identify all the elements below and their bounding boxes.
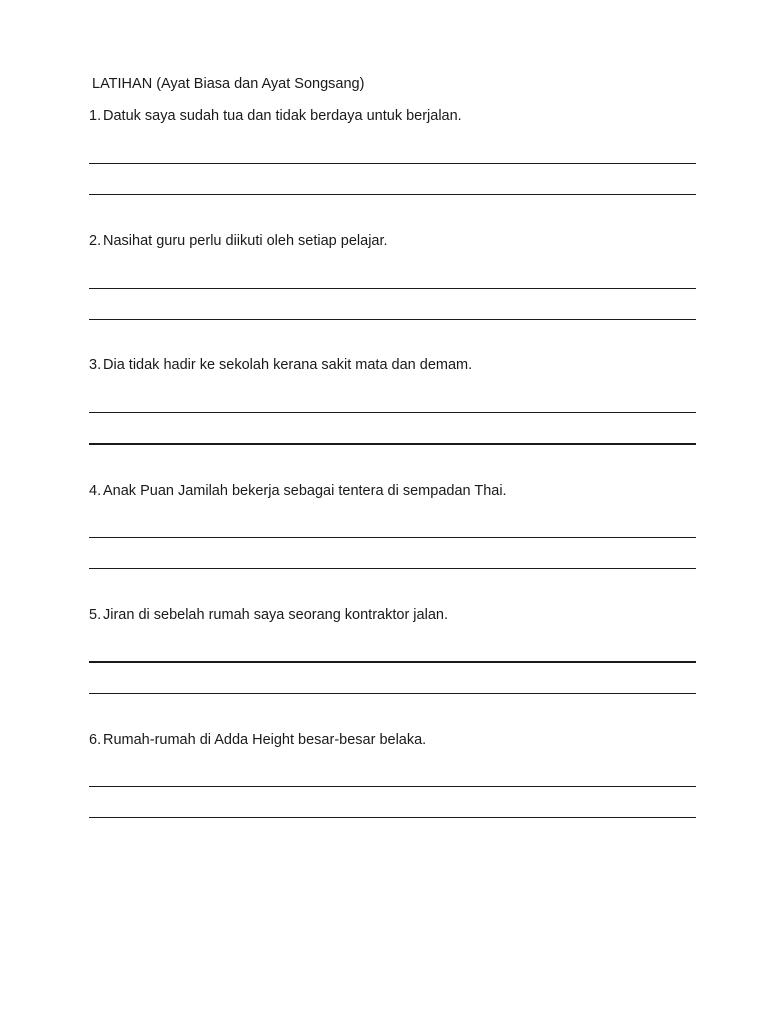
answer-line-5a[interactable] — [89, 661, 696, 663]
answer-line-1a[interactable] — [89, 163, 696, 164]
question-text: Nasihat guru perlu diikuti oleh setiap pelajar. — [103, 233, 388, 249]
worksheet-title: LATIHAN (Ayat Biasa dan Ayat Songsang) — [92, 76, 365, 92]
answer-line-6b[interactable] — [89, 817, 696, 818]
question-number: 2. — [89, 233, 102, 249]
question-number: 3. — [89, 357, 102, 373]
answer-line-3a[interactable] — [89, 412, 696, 413]
question-6 — [89, 732, 426, 748]
question-2 — [89, 233, 388, 249]
question-text: Datuk saya sudah tua dan tidak berdaya untuk berjalan. — [103, 108, 462, 124]
question-4 — [89, 483, 507, 499]
question-5 — [89, 607, 448, 623]
question-text: Anak Puan Jamilah bekerja sebagai tentera di sempadan Thai. — [103, 483, 507, 499]
answer-line-6a[interactable] — [89, 786, 696, 787]
answer-line-1b[interactable] — [89, 194, 696, 195]
answer-line-5b[interactable] — [89, 693, 696, 694]
question-text: Jiran di sebelah rumah saya seorang kontraktor jalan. — [103, 607, 448, 623]
question-number: 1. — [89, 108, 102, 124]
answer-line-4a[interactable] — [89, 537, 696, 538]
question-text: Rumah-rumah di Adda Height besar-besar belaka. — [103, 732, 427, 748]
question-1 — [89, 108, 462, 124]
question-3 — [89, 357, 472, 373]
question-text: Dia tidak hadir ke sekolah kerana sakit mata dan demam. — [103, 357, 473, 373]
question-number: 6. — [89, 732, 102, 748]
answer-line-3b[interactable] — [89, 443, 696, 445]
question-number: 5. — [89, 607, 102, 623]
answer-line-4b[interactable] — [89, 568, 696, 569]
question-number: 4. — [89, 483, 102, 499]
answer-line-2b[interactable] — [89, 319, 696, 320]
answer-line-2a[interactable] — [89, 288, 696, 289]
